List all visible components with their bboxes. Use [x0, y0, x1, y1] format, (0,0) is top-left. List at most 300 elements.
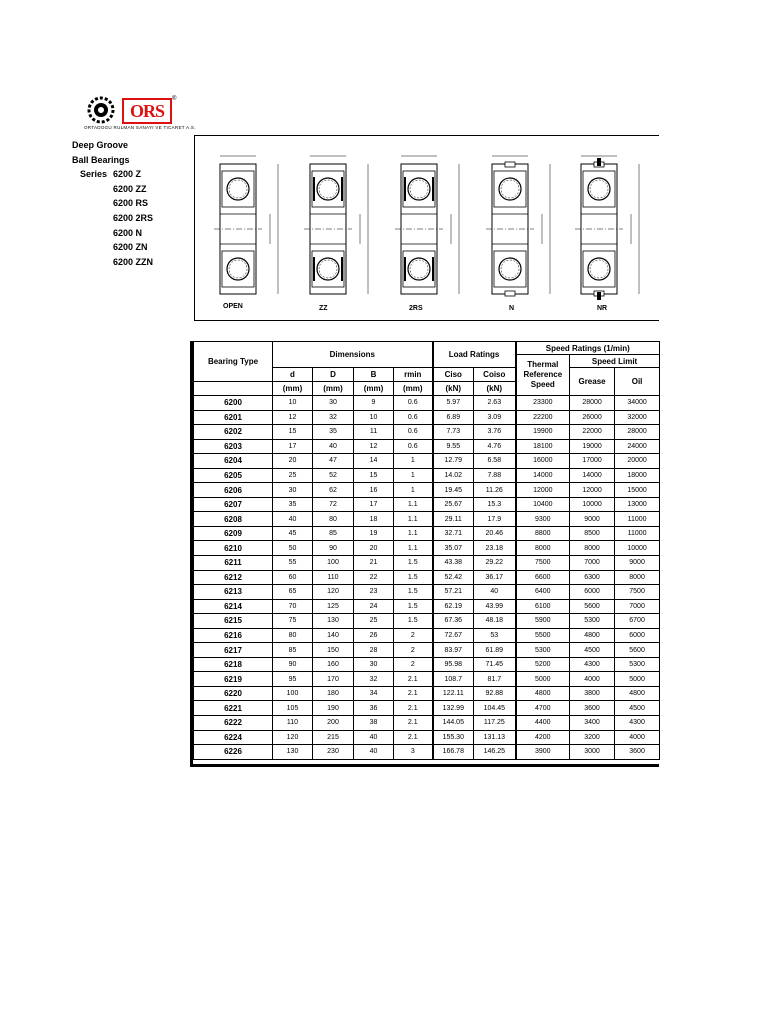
table-cell: 36 — [354, 701, 394, 716]
table-cell: 215 — [313, 730, 354, 745]
table-row — [194, 672, 660, 687]
table-cell: 2.1 — [394, 716, 433, 731]
table-cell: 32 — [313, 410, 354, 425]
header-thermal-speed: Thermal Reference Speed — [516, 355, 570, 396]
series-label: Series — [80, 169, 108, 180]
ball — [499, 178, 521, 200]
table-cell: 72 — [313, 497, 354, 512]
table-cell: 26000 — [570, 410, 615, 425]
table-cell: 81.7 — [474, 672, 516, 687]
table-cell: 20 — [273, 454, 313, 469]
table-cell: 28 — [354, 643, 394, 658]
table-row — [194, 570, 660, 585]
table-cell: 19 — [354, 526, 394, 541]
bearing-type-cell: 6218 — [194, 657, 273, 672]
table-cell: 1.1 — [394, 497, 433, 512]
table-cell: 8000 — [615, 570, 660, 585]
table-cell: 105 — [273, 701, 313, 716]
table-cell: 15000 — [615, 483, 660, 498]
table-cell: 8500 — [570, 526, 615, 541]
table-cell: 131.13 — [474, 730, 516, 745]
snap-groove — [505, 162, 515, 167]
table-cell: 19900 — [516, 425, 570, 440]
table-cell: 2 — [394, 657, 433, 672]
table-cell: 34000 — [615, 396, 660, 411]
header-oil: Oil — [615, 368, 660, 396]
table-cell: 2.1 — [394, 672, 433, 687]
table-cell: 9000 — [570, 512, 615, 527]
table-cell: 166.78 — [433, 745, 474, 760]
table-cell: 5900 — [516, 614, 570, 629]
table-cell: 1.1 — [394, 512, 433, 527]
series-item: 6200 ZZN — [113, 256, 154, 267]
table-cell: 8000 — [516, 541, 570, 556]
table-cell: 120 — [273, 730, 313, 745]
series-item: 6200 N — [113, 227, 143, 238]
table-shadow-bottom — [190, 764, 659, 767]
title-line-2: Ball Bearings — [72, 154, 130, 165]
table-cell: 43.99 — [474, 599, 516, 614]
table-cell: 8000 — [570, 541, 615, 556]
caption-open: OPEN — [223, 303, 243, 310]
table-cell: 110 — [313, 570, 354, 585]
table-cell: 22000 — [570, 425, 615, 440]
table-cell: 11.26 — [474, 483, 516, 498]
table-cell: 25 — [354, 614, 394, 629]
table-cell: 4.76 — [474, 439, 516, 454]
table-cell: 95 — [273, 672, 313, 687]
table-cell: 200 — [313, 716, 354, 731]
table-cell: 34 — [354, 686, 394, 701]
table-cell: 4300 — [615, 716, 660, 731]
table-cell: 30 — [313, 396, 354, 411]
table-cell: 6000 — [570, 585, 615, 600]
bearing-type-cell: 6219 — [194, 672, 273, 687]
table-cell: 1.5 — [394, 614, 433, 629]
table-cell: 5300 — [615, 657, 660, 672]
table-row — [194, 526, 660, 541]
bearing-type-cell: 6221 — [194, 701, 273, 716]
bearing-type-cell: 6205 — [194, 468, 273, 483]
table-cell: 3000 — [570, 745, 615, 760]
table-cell: 5200 — [516, 657, 570, 672]
table-cell: 160 — [313, 657, 354, 672]
table-cell: 9300 — [516, 512, 570, 527]
table-cell: 57.21 — [433, 585, 474, 600]
table-cell: 60 — [273, 570, 313, 585]
table-cell: 80 — [273, 628, 313, 643]
table-cell: 15 — [273, 425, 313, 440]
snap-ring — [597, 158, 601, 166]
table-cell: 4800 — [516, 686, 570, 701]
unit-B: (mm) — [354, 382, 394, 396]
header-load-ratings: Load Ratings — [433, 342, 516, 368]
table-cell: 7.88 — [474, 468, 516, 483]
bearing-type-cell: 6213 — [194, 585, 273, 600]
table-cell: 50 — [273, 541, 313, 556]
table-cell: 19.45 — [433, 483, 474, 498]
header-d: d — [273, 368, 313, 382]
table-cell: 11000 — [615, 526, 660, 541]
ball — [227, 258, 249, 280]
table-cell: 132.99 — [433, 701, 474, 716]
table-cell: 180 — [313, 686, 354, 701]
table-row — [194, 454, 660, 469]
bearing-type-cell: 6216 — [194, 628, 273, 643]
table-cell: 30 — [273, 483, 313, 498]
bearing-type-cell: 6220 — [194, 686, 273, 701]
bearing-drawings-panel — [194, 135, 659, 321]
header-rmin: rmin — [394, 368, 433, 382]
table-cell: 11000 — [615, 512, 660, 527]
title-line-1: Deep Groove — [72, 140, 129, 150]
bearing-cross-sections — [195, 136, 660, 322]
table-cell: 9000 — [615, 556, 660, 571]
table-cell: 0.6 — [394, 439, 433, 454]
table-cell: 10400 — [516, 497, 570, 512]
table-cell: 13000 — [615, 497, 660, 512]
snap-groove — [505, 291, 515, 296]
table-cell: 40 — [273, 512, 313, 527]
table-cell: 190 — [313, 701, 354, 716]
table-row — [194, 730, 660, 745]
table-cell: 32.71 — [433, 526, 474, 541]
table-cell: 5.97 — [433, 396, 474, 411]
ball — [227, 178, 249, 200]
table-cell: 85 — [313, 526, 354, 541]
table-cell: 55 — [273, 556, 313, 571]
table-cell: 4700 — [516, 701, 570, 716]
table-cell: 14000 — [516, 468, 570, 483]
table-cell: 1 — [394, 468, 433, 483]
series-description — [72, 138, 153, 269]
table-cell: 146.25 — [474, 745, 516, 760]
table-cell: 100 — [313, 556, 354, 571]
bearing-type-cell: 6204 — [194, 454, 273, 469]
table-cell: 32 — [354, 672, 394, 687]
table-cell: 90 — [313, 541, 354, 556]
header-coiso: Coiso — [474, 368, 516, 382]
header-grease: Grease — [570, 368, 615, 396]
table-cell: 5300 — [516, 643, 570, 658]
table-cell: 0.6 — [394, 396, 433, 411]
caption-n: N — [509, 305, 515, 312]
table-row — [194, 483, 660, 498]
table-cell: 90 — [273, 657, 313, 672]
table-cell: 25.67 — [433, 497, 474, 512]
table-cell: 230 — [313, 745, 354, 760]
bearing-type-cell: 6208 — [194, 512, 273, 527]
bearing-type-cell: 6201 — [194, 410, 273, 425]
table-cell: 23 — [354, 585, 394, 600]
series-row-0 — [72, 167, 153, 182]
table-cell: 35 — [273, 497, 313, 512]
series-item: 6200 ZN — [113, 242, 148, 253]
table-cell: 72.67 — [433, 628, 474, 643]
table-cell: 5500 — [516, 628, 570, 643]
table-cell: 65 — [273, 585, 313, 600]
table-cell: 20 — [354, 541, 394, 556]
bearing-type-cell: 6217 — [194, 643, 273, 658]
table-cell: 38 — [354, 716, 394, 731]
table-cell: 4500 — [615, 701, 660, 716]
company-name: ORTADOGU RULMAN SANAYI VE TICARET A.S. — [84, 125, 196, 130]
table-row — [194, 425, 660, 440]
table-cell: 21 — [354, 556, 394, 571]
bearing-type-cell: 6222 — [194, 716, 273, 731]
table-cell: 28000 — [615, 425, 660, 440]
series-item: 6200 Z — [113, 169, 142, 180]
table-cell: 17000 — [570, 454, 615, 469]
table-cell: 3400 — [570, 716, 615, 731]
table-row — [194, 556, 660, 571]
table-cell: 62.19 — [433, 599, 474, 614]
table-cell: 20000 — [615, 454, 660, 469]
table-cell: 7000 — [570, 556, 615, 571]
table-cell: 28000 — [570, 396, 615, 411]
table-row — [194, 599, 660, 614]
table-cell: 4500 — [570, 643, 615, 658]
table-cell: 83.97 — [433, 643, 474, 658]
table-cell: 117.25 — [474, 716, 516, 731]
bearing-type-cell: 6214 — [194, 599, 273, 614]
bearing-wheel-icon — [84, 96, 118, 124]
table-cell: 17.9 — [474, 512, 516, 527]
table-cell: 110 — [273, 716, 313, 731]
table-cell: 3200 — [570, 730, 615, 745]
table-cell: 4400 — [516, 716, 570, 731]
table-row — [194, 701, 660, 716]
table-cell: 12 — [273, 410, 313, 425]
table-cell: 8800 — [516, 526, 570, 541]
caption-2rs: 2RS — [409, 305, 423, 312]
ball — [408, 258, 430, 280]
table-cell: 3600 — [570, 701, 615, 716]
table-cell: 30 — [354, 657, 394, 672]
table-cell: 14.02 — [433, 468, 474, 483]
table-cell: 80 — [313, 512, 354, 527]
table-cell: 10 — [273, 396, 313, 411]
ball — [588, 178, 610, 200]
header-ciso: Ciso — [433, 368, 474, 382]
unit-ciso: (kN) — [433, 382, 474, 396]
header-dimensions: Dimensions — [273, 342, 433, 368]
unit-d: (mm) — [273, 382, 313, 396]
table-row — [194, 439, 660, 454]
table-cell: 7500 — [516, 556, 570, 571]
table-cell: 67.36 — [433, 614, 474, 629]
table-cell: 4300 — [570, 657, 615, 672]
series-item: 6200 2RS — [113, 212, 154, 223]
table-cell: 24000 — [615, 439, 660, 454]
ball — [317, 258, 339, 280]
table-cell: 3.09 — [474, 410, 516, 425]
caption-zz: ZZ — [319, 305, 328, 312]
unit-coiso: (kN) — [474, 382, 516, 396]
table-cell: 7000 — [615, 599, 660, 614]
table-cell: 3 — [394, 745, 433, 760]
registered-mark: ® — [172, 96, 177, 102]
table-cell: 3.76 — [474, 425, 516, 440]
table-cell: 9.55 — [433, 439, 474, 454]
table-cell: 4800 — [570, 628, 615, 643]
table-cell: 16000 — [516, 454, 570, 469]
table-cell: 12 — [354, 439, 394, 454]
table-cell: 23300 — [516, 396, 570, 411]
table-cell: 150 — [313, 643, 354, 658]
table-cell: 9 — [354, 396, 394, 411]
table-cell: 92.88 — [474, 686, 516, 701]
table-cell: 144.05 — [433, 716, 474, 731]
table-cell: 20.46 — [474, 526, 516, 541]
table-cell: 0.6 — [394, 410, 433, 425]
table-cell: 5600 — [570, 599, 615, 614]
table-cell: 70 — [273, 599, 313, 614]
table-cell: 1.1 — [394, 526, 433, 541]
table-cell: 4200 — [516, 730, 570, 745]
table-cell: 95.98 — [433, 657, 474, 672]
table-cell: 40 — [354, 745, 394, 760]
table-cell: 120 — [313, 585, 354, 600]
table-cell: 108.7 — [433, 672, 474, 687]
table-cell: 10 — [354, 410, 394, 425]
table-row — [194, 497, 660, 512]
table-cell: 2.1 — [394, 701, 433, 716]
table-cell: 53 — [474, 628, 516, 643]
table-cell: 40 — [313, 439, 354, 454]
unit-D: (mm) — [313, 382, 354, 396]
table-cell: 35 — [313, 425, 354, 440]
bearing-type-cell: 6215 — [194, 614, 273, 629]
snap-ring — [597, 292, 601, 300]
table-row — [194, 643, 660, 658]
table-cell: 62 — [313, 483, 354, 498]
table-cell: 35.07 — [433, 541, 474, 556]
table-cell: 5000 — [615, 672, 660, 687]
table-cell: 1 — [394, 483, 433, 498]
caption-nr: NR — [597, 305, 608, 312]
table-cell: 52.42 — [433, 570, 474, 585]
table-cell: 40 — [474, 585, 516, 600]
table-cell: 2.63 — [474, 396, 516, 411]
table-cell: 7500 — [615, 585, 660, 600]
table-row — [194, 541, 660, 556]
table-cell: 6300 — [570, 570, 615, 585]
table-cell: 24 — [354, 599, 394, 614]
table-cell: 4000 — [615, 730, 660, 745]
table-cell: 0.6 — [394, 425, 433, 440]
table-cell: 7.73 — [433, 425, 474, 440]
table-cell: 10000 — [615, 541, 660, 556]
table-body — [194, 396, 660, 760]
table-cell: 43.38 — [433, 556, 474, 571]
table-cell: 1.5 — [394, 599, 433, 614]
table-cell: 6400 — [516, 585, 570, 600]
table-row — [194, 686, 660, 701]
table-cell: 12000 — [570, 483, 615, 498]
table-cell: 71.45 — [474, 657, 516, 672]
table-cell: 6600 — [516, 570, 570, 585]
table-cell: 122.11 — [433, 686, 474, 701]
table-cell: 2.1 — [394, 686, 433, 701]
table-cell: 11 — [354, 425, 394, 440]
table-cell: 29.22 — [474, 556, 516, 571]
header-speed-ratings: Speed Ratings (1/min) — [516, 342, 660, 355]
bearing-type-cell: 6226 — [194, 745, 273, 760]
bearing-type-cell: 6200 — [194, 396, 273, 411]
table-row — [194, 468, 660, 483]
bearing-type-cell: 6202 — [194, 425, 273, 440]
table-cell: 130 — [273, 745, 313, 760]
table-cell: 61.89 — [474, 643, 516, 658]
table-cell: 48.18 — [474, 614, 516, 629]
table-cell: 1.5 — [394, 570, 433, 585]
table-cell: 22 — [354, 570, 394, 585]
table-cell: 1 — [394, 454, 433, 469]
table-cell: 6700 — [615, 614, 660, 629]
series-item: 6200 ZZ — [113, 183, 147, 194]
table-cell: 18100 — [516, 439, 570, 454]
bearing-spec-table — [193, 341, 660, 760]
bearing-type-cell: 6203 — [194, 439, 273, 454]
table-cell: 2 — [394, 628, 433, 643]
bearing-type-cell: 6210 — [194, 541, 273, 556]
table-cell: 170 — [313, 672, 354, 687]
table-row — [194, 614, 660, 629]
header-B: B — [354, 368, 394, 382]
table-cell: 4000 — [570, 672, 615, 687]
table-cell: 3800 — [570, 686, 615, 701]
table-row — [194, 716, 660, 731]
ball — [317, 178, 339, 200]
table-cell: 19000 — [570, 439, 615, 454]
table-cell: 6.58 — [474, 454, 516, 469]
table-cell: 25 — [273, 468, 313, 483]
table-row — [194, 512, 660, 527]
table-cell: 18000 — [615, 468, 660, 483]
unit-rmin: (mm) — [394, 382, 433, 396]
table-cell: 5600 — [615, 643, 660, 658]
ball — [408, 178, 430, 200]
table-cell: 1.5 — [394, 556, 433, 571]
table-cell: 1.1 — [394, 541, 433, 556]
table-cell: 40 — [354, 730, 394, 745]
table-cell: 85 — [273, 643, 313, 658]
ball — [499, 258, 521, 280]
table-cell: 5300 — [570, 614, 615, 629]
series-item: 6200 RS — [113, 198, 149, 209]
table-row — [194, 396, 660, 411]
table-row — [194, 745, 660, 760]
table-cell: 3900 — [516, 745, 570, 760]
brand-mark — [122, 98, 172, 124]
table-cell: 18 — [354, 512, 394, 527]
table-cell: 6000 — [615, 628, 660, 643]
table-cell: 130 — [313, 614, 354, 629]
ball — [588, 258, 610, 280]
table-cell: 5000 — [516, 672, 570, 687]
table-cell: 23.18 — [474, 541, 516, 556]
table-cell: 45 — [273, 526, 313, 541]
table-cell: 32000 — [615, 410, 660, 425]
table-cell: 4800 — [615, 686, 660, 701]
table-cell: 140 — [313, 628, 354, 643]
bearing-type-cell: 6212 — [194, 570, 273, 585]
table-cell: 100 — [273, 686, 313, 701]
bearing-type-cell: 6224 — [194, 730, 273, 745]
table-cell: 6100 — [516, 599, 570, 614]
brand-text: ORS — [129, 101, 164, 121]
